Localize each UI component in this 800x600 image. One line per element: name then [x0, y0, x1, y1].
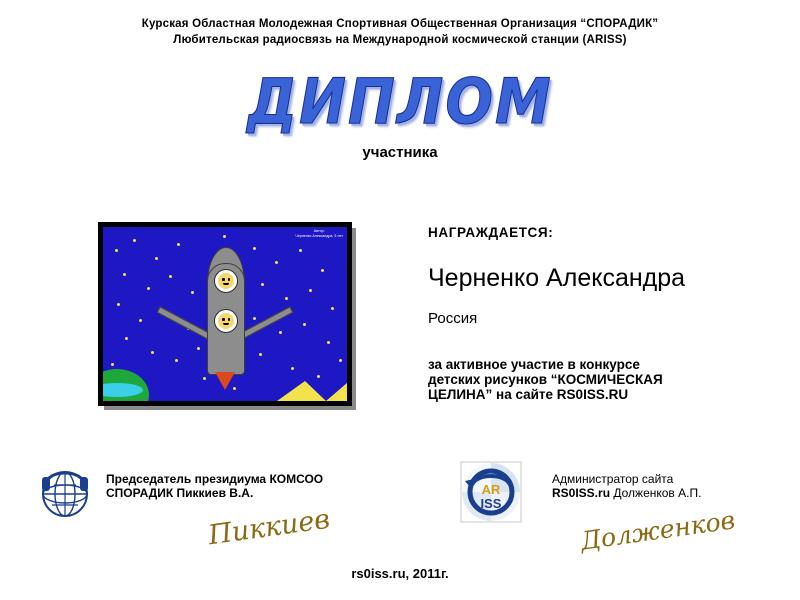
star-icon — [261, 283, 264, 286]
signature-right-line-1: Администратор сайта — [552, 472, 674, 486]
star-icon — [203, 377, 206, 380]
signature-right-text — [552, 472, 701, 500]
artwork-frame — [98, 222, 352, 406]
star-icon — [151, 351, 154, 354]
signature-left-line-1: Председатель президиума КОМСОО — [106, 472, 324, 486]
star-icon — [331, 307, 334, 310]
star-icon — [133, 239, 136, 242]
svg-text:AR: AR — [481, 482, 501, 497]
eye-icon — [228, 318, 231, 321]
artwork-drawing — [103, 227, 347, 401]
star-icon — [233, 387, 236, 390]
star-icon — [299, 249, 302, 252]
star-icon — [309, 289, 312, 292]
artwork-caption — [295, 229, 343, 239]
star-icon — [139, 319, 142, 322]
star-icon — [169, 275, 172, 278]
rocket-fin-left-icon — [157, 306, 215, 341]
star-icon — [117, 303, 120, 306]
award-reason-line-2: детских рисунков “КОСМИЧЕСКАЯ — [428, 372, 663, 387]
title-wrapper — [0, 66, 800, 139]
award-reason-line-3: ЦЕЛИНА” на сайте RS0ISS.RU — [428, 387, 629, 402]
organization-header-line-2: Любительская радиосвязь на Международной космической станции (ARISS) — [173, 34, 627, 46]
astronaut-face-icon — [218, 313, 234, 329]
planet-icon — [103, 369, 149, 401]
star-icon — [147, 287, 150, 290]
star-icon — [327, 341, 330, 344]
page-subtitle: участника — [362, 144, 438, 161]
star-icon — [321, 269, 324, 272]
eye-icon — [222, 318, 225, 321]
recipient-country: Россия — [428, 310, 478, 327]
signature-left-line-2: СПОРАДИК Пиккиев В.А. — [106, 486, 254, 500]
recipient-name: Черненко Александра — [428, 264, 686, 292]
organization-header — [0, 16, 800, 48]
planet-band-icon — [103, 383, 143, 397]
rocket-porthole-icon — [214, 269, 238, 293]
star-icon — [191, 291, 194, 294]
star-icon — [223, 235, 226, 238]
award-reason — [428, 357, 758, 402]
star-icon — [285, 297, 288, 300]
star-icon — [279, 331, 282, 334]
autograph-right: Долженков — [578, 505, 737, 556]
star-icon — [291, 367, 294, 370]
star-icon — [123, 273, 126, 276]
page-title: ДИПЛОМ — [247, 66, 553, 139]
komsoo-sporadic-globe-headphones-logo-icon — [34, 461, 96, 523]
organization-header-line-1: Курская Областная Молодежная Спортивная Общественная Организация “СПОРАДИК” — [141, 18, 659, 30]
star-icon — [125, 337, 128, 340]
star-icon — [155, 257, 158, 260]
signature-right-site: RS0ISS.ru — [552, 486, 611, 500]
svg-text:ISS: ISS — [480, 496, 502, 511]
autograph-left: Пиккиев — [206, 503, 332, 552]
signature-right-line-2 — [552, 486, 701, 500]
award-label: НАГРАЖДАЕТСЯ: — [428, 225, 554, 240]
star-icon — [317, 375, 320, 378]
star-icon — [275, 261, 278, 264]
astronaut-face-icon — [218, 273, 234, 289]
mouth-icon — [223, 283, 229, 285]
signature-right-admin-name: Долженков А.П. — [610, 486, 702, 500]
eye-icon — [228, 278, 231, 281]
star-icon — [253, 317, 256, 320]
yellow-terrain-icon — [277, 381, 347, 401]
mouth-icon — [223, 323, 229, 325]
star-icon — [339, 359, 342, 362]
star-icon — [259, 353, 262, 356]
rocket-porthole-icon — [214, 309, 238, 333]
star-icon — [177, 243, 180, 246]
rocket-flame-icon — [215, 372, 235, 390]
eye-icon — [222, 278, 225, 281]
footer-text: rs0iss.ru, 2011г. — [351, 566, 449, 581]
star-icon — [111, 363, 114, 366]
signature-left-text — [106, 472, 323, 500]
ariss-logo-icon — [460, 461, 522, 523]
star-icon — [253, 247, 256, 250]
award-reason-line-1: за активное участие в конкурсе — [428, 357, 640, 372]
artwork-caption-line-1: Автор: — [313, 229, 325, 233]
star-icon — [303, 323, 306, 326]
star-icon — [175, 359, 178, 362]
artwork-caption-line-2: Черненко Александра, 5 лет — [295, 234, 343, 238]
star-icon — [115, 249, 118, 252]
star-icon — [197, 347, 200, 350]
